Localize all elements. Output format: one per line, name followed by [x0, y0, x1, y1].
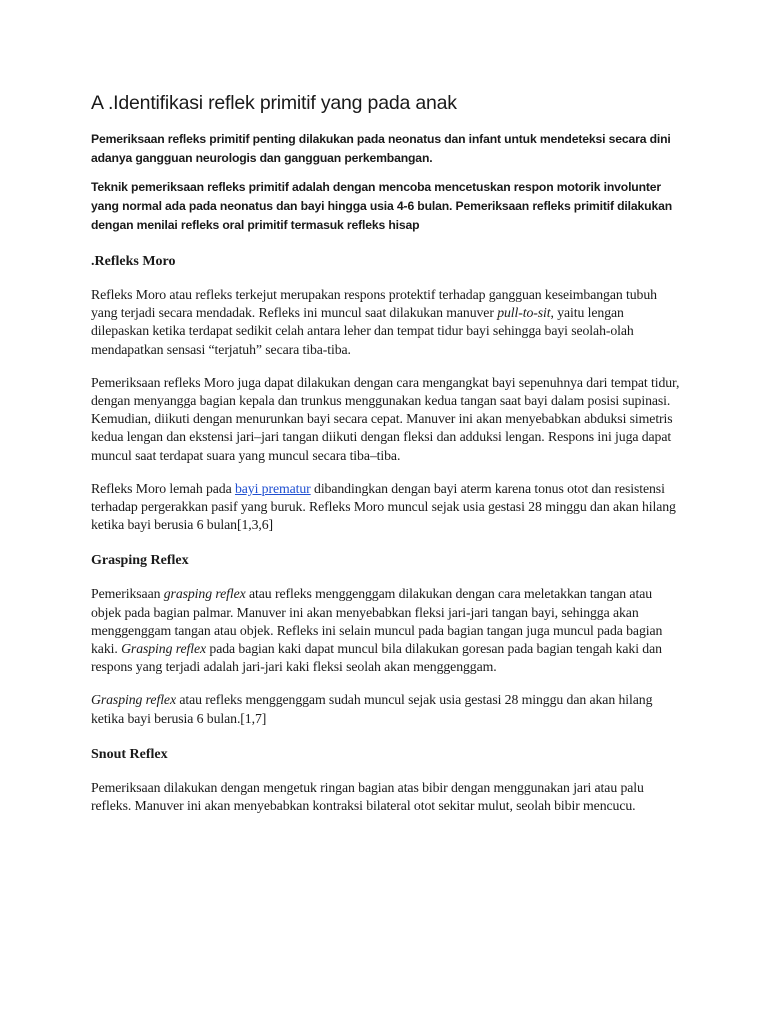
- section-heading-grasping: Grasping Reflex: [91, 553, 189, 569]
- section-heading-snout: Snout Reflex: [91, 746, 168, 762]
- intro-paragraph-1: Pemeriksaan refleks primitif penting dilakukan pada neonatus dan infant untuk mendeteksi secara dini adanya gangguan neurologis dan gangguan perkembangan.: [91, 132, 671, 165]
- moro-paragraph-2: Pemeriksaan refleks Moro juga dapat dilakukan dengan cara mengangkat bayi sepenuhnya dari tempat tidur, dengan menyangga bagian kepala dan trunkus menggunakan kedua tangan saat bayi dalam posisi supinasi. Kemudian, diikuti dengan menurunkan bayi secara cepat. Manuver ini akan menyebabkan abduksi simetris kedua lengan dan ekstensi jari–jari tangan diikuti dengan fleksi dan adduksi lengan. Respons ini juga dapat muncul saat terdapat suara yang muncul secara tiba–tiba.: [91, 374, 680, 463]
- intro-paragraph-2: Teknik pemeriksaan refleks primitif adalah dengan mencoba mencetuskan respon motorik involunter yang normal ada pada neonatus dan bayi hingga usia 4-6 bulan. Pemeriksaan refleks primitif dilakukan dengan menilai refleks oral primitif termasuk refleks hisap: [91, 180, 673, 232]
- page-title: A .Identifikasi reflek primitif yang pada anak: [91, 92, 457, 114]
- grasping-p1-text-cont: atau refleks menggenggam dilakukan dengan cara meletakkan tangan atau objek pada bagian palmar. Manuver ini akan menyebabkan fleksi jari-jari tangan bayi, sehingga akan menggenggam tangan atau objek. Refleks ini selain muncul pada bagian tangan juga muncul pada bagian kaki.: [91, 586, 663, 657]
- grasping-p1-term: grasping reflex: [163, 586, 246, 602]
- grasping-paragraph-2: [91, 691, 682, 727]
- moro-p1-text-cont: , yaitu lengan dilepaskan ketika terdapat sedikit celah antara leher dan tempat tidur bayi sehingga bayi seolah-olah mendapatkan sensasi “terjatuh” secara tiba-tiba.: [91, 305, 634, 357]
- grasping-paragraph-1: [91, 585, 682, 676]
- snout-paragraph-1: Pemeriksaan dilakukan dengan mengetuk ringan bagian atas bibir dengan menggunakan jari atau palu refleks. Manuver ini akan menyebabkan kontraksi bilateral otot sekitar mulut, seolah bibir mencucu.: [91, 779, 644, 814]
- moro-p1-text: Refleks Moro atau refleks terkejut merupakan respons protektif terhadap gangguan keseimbangan tubuh yang terjadi secara mendadak. Refleks ini muncul saat dilakukan manuver: [91, 287, 657, 321]
- moro-paragraph-3: [91, 480, 682, 535]
- grasping-p2-term: Grasping reflex: [91, 692, 176, 708]
- moro-paragraph-1: [91, 286, 682, 359]
- moro-p1-term: pull-to-sit: [497, 305, 551, 321]
- grasping-p1-text: Pemeriksaan: [91, 586, 164, 602]
- grasping-p1-term-2: Grasping reflex: [121, 641, 207, 657]
- moro-p3-text: Refleks Moro lemah pada: [91, 480, 235, 496]
- grasping-p1-text-end: pada bagian kaki dapat muncul bila dilakukan goresan pada bagian tengah kaki dan respons yang terjadi adalah jari-jari kaki fleksi seolah akan menggenggam.: [91, 641, 662, 675]
- grasping-p2-text: atau refleks menggenggam sudah muncul sejak usia gestasi 28 minggu dan akan hilang ketika bayi berusia 6 bulan.[1,7]: [91, 692, 653, 726]
- section-heading-moro: .Refleks Moro: [91, 254, 176, 269]
- moro-p3-text-cont: dibandingkan dengan bayi aterm karena tonus otot dan resistensi terhadap pergerakkan pasif yang buruk. Refleks Moro muncul sejak usia gestasi 28 minggu dan akan hilang ketika bayi berusia 6 bulan[1,3,6]: [91, 480, 676, 533]
- bayi-prematur-link[interactable]: bayi prematur: [234, 480, 311, 496]
